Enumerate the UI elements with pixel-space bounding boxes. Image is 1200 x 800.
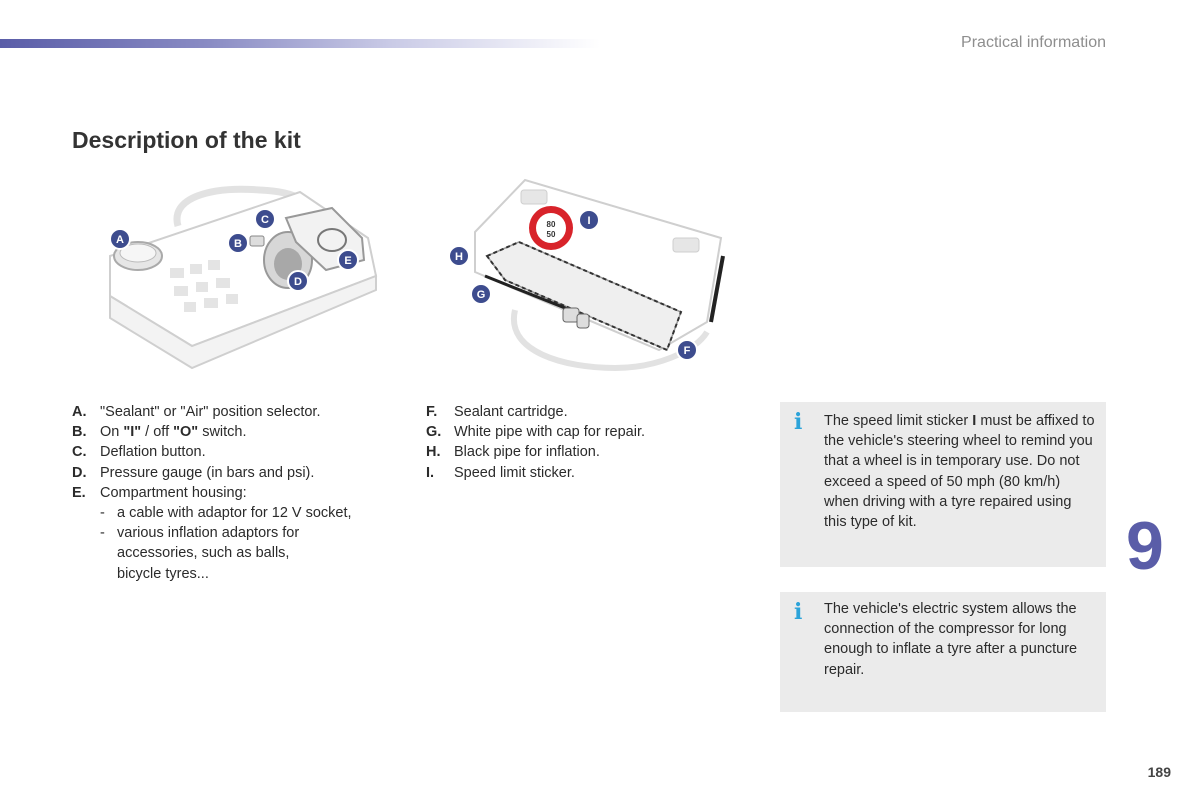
callout-g [471, 284, 491, 304]
list-item [426, 463, 726, 483]
svg-text:A: A [116, 234, 124, 246]
item-text-pre: On [100, 424, 124, 441]
item-letter: B. [72, 424, 87, 441]
callout-a [110, 229, 130, 249]
sub-item-dash: - [100, 505, 105, 522]
section-name: Practical information [961, 34, 1106, 51]
list-item [72, 442, 392, 462]
item-letter: H. [426, 444, 441, 461]
svg-text:H: H [455, 251, 463, 263]
callout-d [288, 271, 308, 291]
switch-on-label: "I" [123, 424, 142, 441]
list-item [426, 442, 726, 462]
item-text: Black pipe for inflation. [454, 444, 600, 461]
list-item [426, 422, 726, 442]
item-text: Sealant cartridge. [454, 404, 568, 420]
sub-list-item [100, 503, 392, 523]
parts-list-right [426, 402, 726, 483]
item-text: "Sealant" or "Air" position selector. [100, 404, 321, 420]
list-item [72, 422, 392, 442]
info-box-electric-system [780, 592, 1106, 712]
svg-text:I: I [587, 215, 591, 227]
item-text: White pipe with cap for repair. [454, 424, 646, 441]
sub-list-item [100, 523, 392, 584]
item-letter: C. [72, 444, 87, 461]
callout-i [579, 210, 599, 230]
item-letter: I. [426, 464, 435, 481]
list-item [72, 463, 392, 483]
list-item [72, 402, 392, 422]
sub-item-dash: - [100, 525, 105, 542]
sub-item-text: various inflation adaptors for accessories, such as balls, bicycle tyres... [117, 525, 300, 582]
svg-text:80: 80 [546, 220, 556, 229]
page-title: Description of the kit [72, 127, 301, 153]
info-text: The vehicle's electric system allows the connection of the compressor for long enough to inflate a tyre after a puncture repair. [824, 601, 1078, 678]
callout-e [338, 250, 358, 270]
item-letter: G. [426, 424, 442, 441]
info-icon: i [794, 599, 803, 625]
svg-text:G: G [476, 289, 486, 301]
callout-h [449, 246, 469, 266]
info-box-speed-sticker [780, 402, 1106, 567]
svg-text:E: E [344, 255, 352, 267]
sub-list-wrapper [72, 503, 392, 584]
sub-list [72, 503, 392, 584]
item-letter: E. [72, 484, 86, 501]
switch [250, 236, 264, 246]
item-letter: A. [72, 404, 87, 420]
info-text-pre: The speed limit sticker [824, 413, 973, 429]
callout-c [255, 209, 275, 229]
header-gradient-bar [0, 39, 600, 48]
info-text-post: must be affixed to the vehicle's steering wheel to remind you that a wheel is in temporary use. Do not exceed a speed of 50 mph (80 km/h) when driving with a tyre repaired using this type of kit. [824, 413, 1095, 531]
svg-text:C: C [261, 214, 269, 226]
svg-text:B: B [234, 238, 242, 250]
svg-text:50: 50 [546, 230, 556, 239]
sub-item-text: a cable with adaptor for 12 V socket, [117, 505, 352, 522]
list-item [426, 402, 726, 422]
item-text [100, 422, 392, 442]
item-text: Compartment housing: [100, 484, 247, 501]
svg-text:D: D [294, 276, 302, 288]
item-letter: D. [72, 464, 87, 481]
compressor-illustration [100, 178, 390, 388]
switch-off-label: "O" [173, 424, 199, 441]
callout-f [677, 340, 697, 360]
item-text: Deflation button. [100, 444, 206, 461]
chapter-number: 9 [1126, 508, 1164, 584]
svg-text:F: F [683, 345, 691, 357]
info-icon: i [794, 409, 803, 435]
page-number: 189 [1147, 764, 1171, 780]
item-letter: F. [426, 404, 438, 420]
list-item [72, 483, 392, 503]
parts-list-left [72, 402, 392, 584]
item-text-post: switch. [198, 424, 247, 441]
cartridge-illustration [445, 172, 735, 387]
item-text: Speed limit sticker. [454, 464, 575, 481]
info-text-bold: I [972, 413, 977, 429]
item-text-mid: / off [141, 424, 174, 441]
item-text: Pressure gauge (in bars and psi). [100, 464, 315, 481]
speed-limit-sticker [529, 206, 573, 250]
callout-b [228, 233, 248, 253]
